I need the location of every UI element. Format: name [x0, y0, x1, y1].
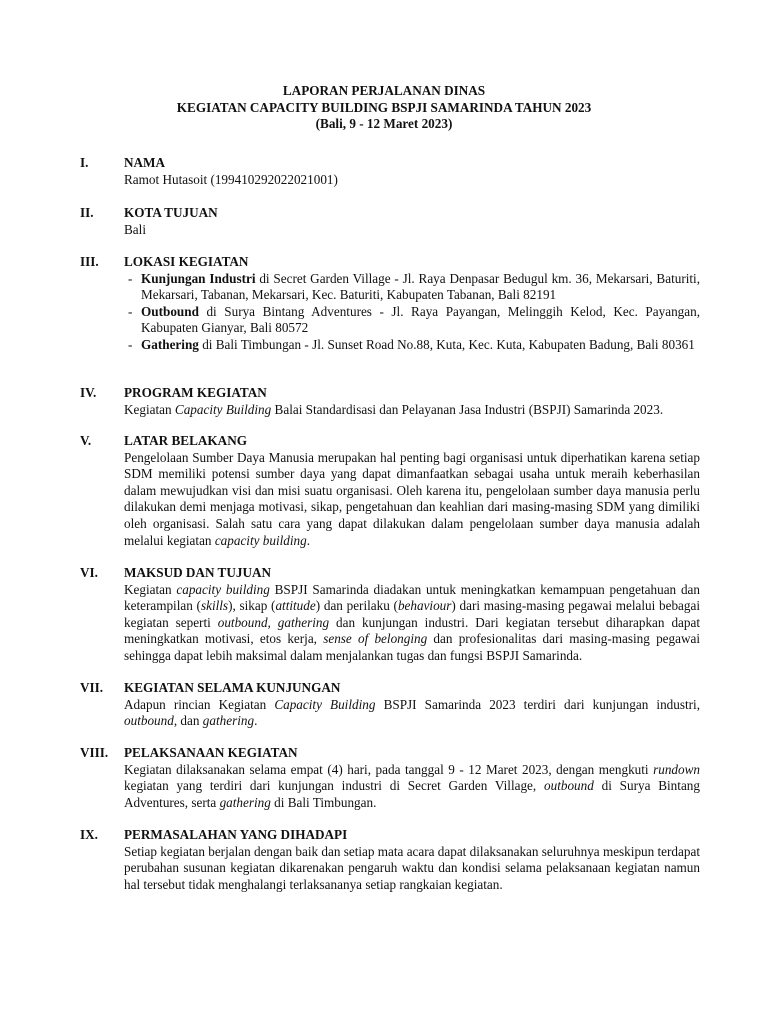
italic-term: capacity building [214, 532, 307, 548]
section-body [124, 402, 700, 419]
section-body [124, 582, 700, 665]
report-subtitle: KEGIATAN CAPACITY BUILDING BSPJI SAMARINDA TAHUN 2023 [176, 99, 592, 115]
city-value: Bali [124, 221, 146, 237]
text-run: ), sikap ( [228, 598, 276, 614]
italic-term: rundown [653, 761, 700, 777]
italic-term: outbound [124, 713, 174, 729]
location-type: Gathering [141, 336, 199, 352]
italic-term: skills [200, 598, 229, 614]
section-body [124, 271, 700, 354]
section-paragraph [124, 402, 700, 419]
section-paragraph [124, 762, 700, 812]
section-number: IV. [80, 385, 97, 400]
text-run: BSPJI Samarinda 2023 terdiri dari kunjungan industri, [375, 696, 701, 712]
italic-term: Capacity Building [174, 401, 272, 417]
text-run: Adapun rincian Kegiatan [124, 696, 275, 712]
section-heading: KEGIATAN SELAMA KUNJUNGAN [124, 680, 341, 695]
italic-term: gathering [219, 794, 271, 810]
list-item [124, 271, 700, 304]
text-run: Kegiatan [124, 401, 175, 417]
text-run: . [254, 713, 258, 729]
section-body [124, 222, 700, 239]
section-number: III. [80, 254, 99, 269]
text-run: BSPJI Samarinda diadakan untuk meningkatkan kemampuan pengetahuan dan keterampilan ( [124, 581, 700, 614]
text-run: Pengelolaan Sumber Daya Manusia merupakan hal penting bagi organisasi untuk diperhatikan karena setiap SDM memiliki potensi sumber daya yang dapat dimanfaatkan sebagai usaha untuk meraih keberhasilan dalam mewujudkan visi dan misi suatu organisasi. Oleh karena itu, pengelolaan sumber daya manusia perlu dilakukan demi menjaga motivasi, sikap, pengetahuan dan keahlian dari masing-masing SDM yang dimiliki oleh organisasi. Salah satu cara yang dapat dilakukan dalam pengelolaan sumber daya manusia adalah melalui kegiatan [124, 449, 700, 548]
location-type: Kunjungan Industri [141, 270, 256, 286]
location-type: Outbound [141, 303, 199, 319]
italic-term: gathering [202, 713, 255, 729]
report-date: (Bali, 9 - 12 Maret 2023) [315, 116, 453, 132]
section-heading: KOTA TUJUAN [124, 205, 218, 220]
text-run: dan kunjungan industri. Dari kegiatan tersebut diharapkan dapat meningkatkan motivasi, etos kerja, [124, 614, 701, 647]
section-number: VI. [80, 565, 98, 580]
section-paragraph [124, 697, 700, 730]
section-heading: LATAR BELAKANG [124, 433, 247, 448]
text-run: . [306, 532, 311, 548]
section-number: IX. [80, 827, 98, 842]
section-number: V. [80, 433, 92, 448]
location-list [124, 271, 700, 354]
location-detail: di Surya Bintang Adventures - Jl. Raya Payangan, Melinggih Kelod, Kec. Payangan, Kabupaten Gianyar, Bali 80572 [141, 303, 700, 336]
text-run: kegiatan yang terdiri dari kunjungan industri di Secret Garden Village, [124, 778, 544, 794]
section-body [124, 697, 700, 730]
section-paragraph: Setiap kegiatan berjalan dengan baik dan setiap mata acara dapat dilaksanakan seluruhnya meskipun terdapat perubahan susunan kegiatan dikarenakan pengaruh waktu dan kondisi selama pelaksanaan kegiatan namun hal tersebut tidak menghalangi terlaksananya setiap rangkaian kegiatan. [124, 843, 700, 892]
section-number: I. [80, 155, 89, 170]
italic-term: sense of belonging [323, 631, 428, 647]
text-run: di Bali Timbungan. [270, 794, 377, 810]
section-number: VIII. [80, 745, 109, 760]
text-run: ) dari masing-masing pegawai melalui bebagai kegiatan seperti [124, 598, 701, 630]
report-title: LAPORAN PERJALANAN DINAS [282, 83, 486, 98]
location-detail: di Bali Timbungan - Jl. Sunset Road No.88, Kuta, Kec. Kuta, Kabupaten Badung, Bali 80361 [198, 336, 695, 352]
text-run: Kegiatan dilaksanakan selama empat (4) hari, pada tanggal 9 - 12 Maret 2023, dengan mengkuti [124, 761, 654, 777]
section-body [124, 172, 700, 189]
text-run: , dan [173, 713, 203, 729]
list-item [124, 304, 700, 337]
text-run: ) dan perilaku ( [315, 598, 398, 614]
list-item [124, 337, 700, 354]
italic-term: attitude [275, 598, 316, 614]
text-run: di Surya Bintang Adventures, serta [124, 778, 700, 810]
section-body [124, 762, 700, 812]
italic-term: behaviour [397, 598, 452, 614]
section-body [124, 844, 700, 894]
document-header [0, 83, 768, 133]
text-run: Balai Standardisasi dan Pelayanan Jasa Industri (BSPJI) Samarinda 2023. [271, 401, 664, 417]
italic-term: Capacity Building [274, 696, 376, 712]
section-heading: PROGRAM KEGIATAN [124, 385, 267, 400]
section-heading: PERMASALAHAN YANG DIHADAPI [124, 827, 348, 842]
section-heading: MAKSUD DAN TUJUAN [124, 565, 272, 580]
text-run: Kegiatan [124, 581, 177, 597]
section-paragraph [124, 582, 700, 665]
italic-term: outbound, gathering [217, 614, 330, 630]
location-detail: di Secret Garden Village - Jl. Raya Denpasar Bedugul km. 36, Mekarsari, Baturiti, Mekarsari, Tabanan, Mekarsari, Kec. Baturiti, Kabupaten Tabanan, Bali 82191 [141, 270, 701, 303]
italic-term: capacity building [176, 581, 270, 597]
section-heading: PELAKSANAAN KEGIATAN [124, 745, 298, 760]
section-heading: LOKASI KEGIATAN [124, 254, 249, 269]
section-heading: NAMA [124, 155, 166, 170]
section-body [124, 450, 700, 550]
section-number: VII. [80, 680, 104, 695]
italic-term: outbound [544, 778, 594, 794]
name-value: Ramot Hutasoit (199410292022021001) [124, 171, 338, 187]
section-paragraph [124, 450, 700, 550]
section-number: II. [80, 205, 94, 220]
text-run: dan profesionalitas dari masing-masing pegawai sehingga dapat lebih maksimal dalam menjalankan tugas dan fungsi BSPJI Samarinda. [124, 631, 701, 663]
